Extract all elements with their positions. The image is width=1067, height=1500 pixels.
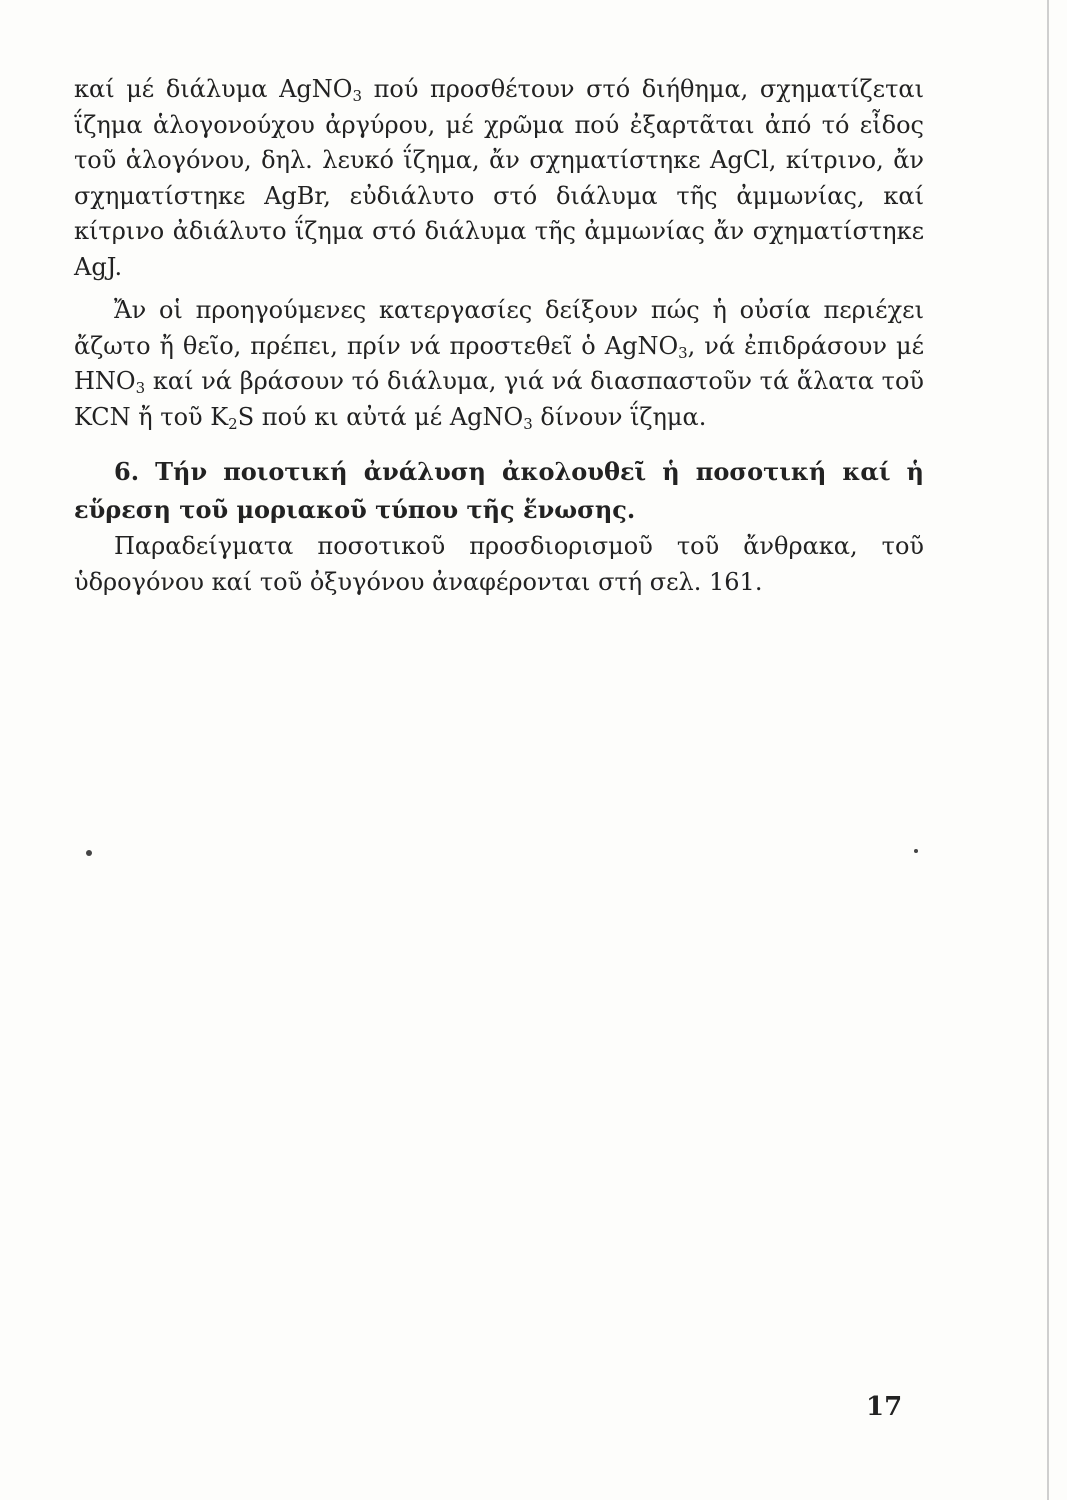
subscript: 3 (678, 343, 688, 362)
text-run: δίνουν ΐζημα. (532, 402, 707, 431)
body-text (74, 72, 924, 600)
text-run: , νά ἐπιδράσουν μέ HNO (74, 331, 924, 395)
text-run: S πού κι αὐτά μέ AgNO (237, 402, 524, 431)
text-run: Ἄν οἱ προηγούμενες κατεργασίες δείξουν πώς ἡ οὐσία περιέχει ἄζωτο ἤ θεῖο, πρέπει, πρίν νά προστεθεῖ ὁ AgNO (74, 296, 924, 360)
subscript: 3 (352, 87, 363, 105)
section-heading-text: Τήν ποιοτική ἀνάλυση ἀκολουθεῖ ἡ ποσοτική καί ἡ εὕρεση τοῦ μοριακοῦ τύπου τῆς ἕνωσης. (74, 457, 924, 524)
subscript: 3 (523, 414, 533, 433)
section-heading (74, 453, 924, 529)
subscript: 2 (228, 414, 238, 433)
text-run: καί μέ διάλυμα AgNO (74, 75, 353, 103)
text-run: πού προσθέτουν στό διήθημα, σχηματίζεται ΐζημα ἁλογονούχου ἀργύρου, μέ χρῶμα πού ἐξαρτᾶται ἀπό τό εἶδος τοῦ ἁλογόνου, δηλ. λευκό ΐζημα, ἄν σχηματίστηκε AgCl, κίτρινο, ἄν σχηματίστηκε AgBr, εὐδιάλυτο στό διάλυμα τῆς ἀμμωνίας, καί κίτρινο ἀδιάλυτο ΐζημα στό διάλυμα τῆς ἀμμωνίας ἄν σχηματίστηκε AgJ. (74, 75, 925, 281)
speck (86, 850, 92, 856)
page-number: 17 (866, 1392, 903, 1422)
paragraph-silver-nitrate (74, 72, 924, 285)
text-run: καί νά βράσουν τό διάλυμα, γιά νά διασπαστοῦν τά ἅλατα τοῦ KCN ἤ τοῦ K (74, 367, 924, 431)
section-number: 6. (114, 457, 140, 486)
scan-edge-line (1047, 0, 1049, 1500)
paragraph-nitrogen-sulfur (74, 293, 924, 435)
paragraph-quantitative-examples: Παραδείγματα ποσοτικοῦ προσδιορισμοῦ τοῦ ἄνθρακα, τοῦ ὑδρογόνου καί τοῦ ὀξυγόνου ἀναφέρονται στή σελ. 161. (74, 532, 924, 596)
subscript: 3 (135, 379, 146, 397)
speck (914, 849, 918, 853)
